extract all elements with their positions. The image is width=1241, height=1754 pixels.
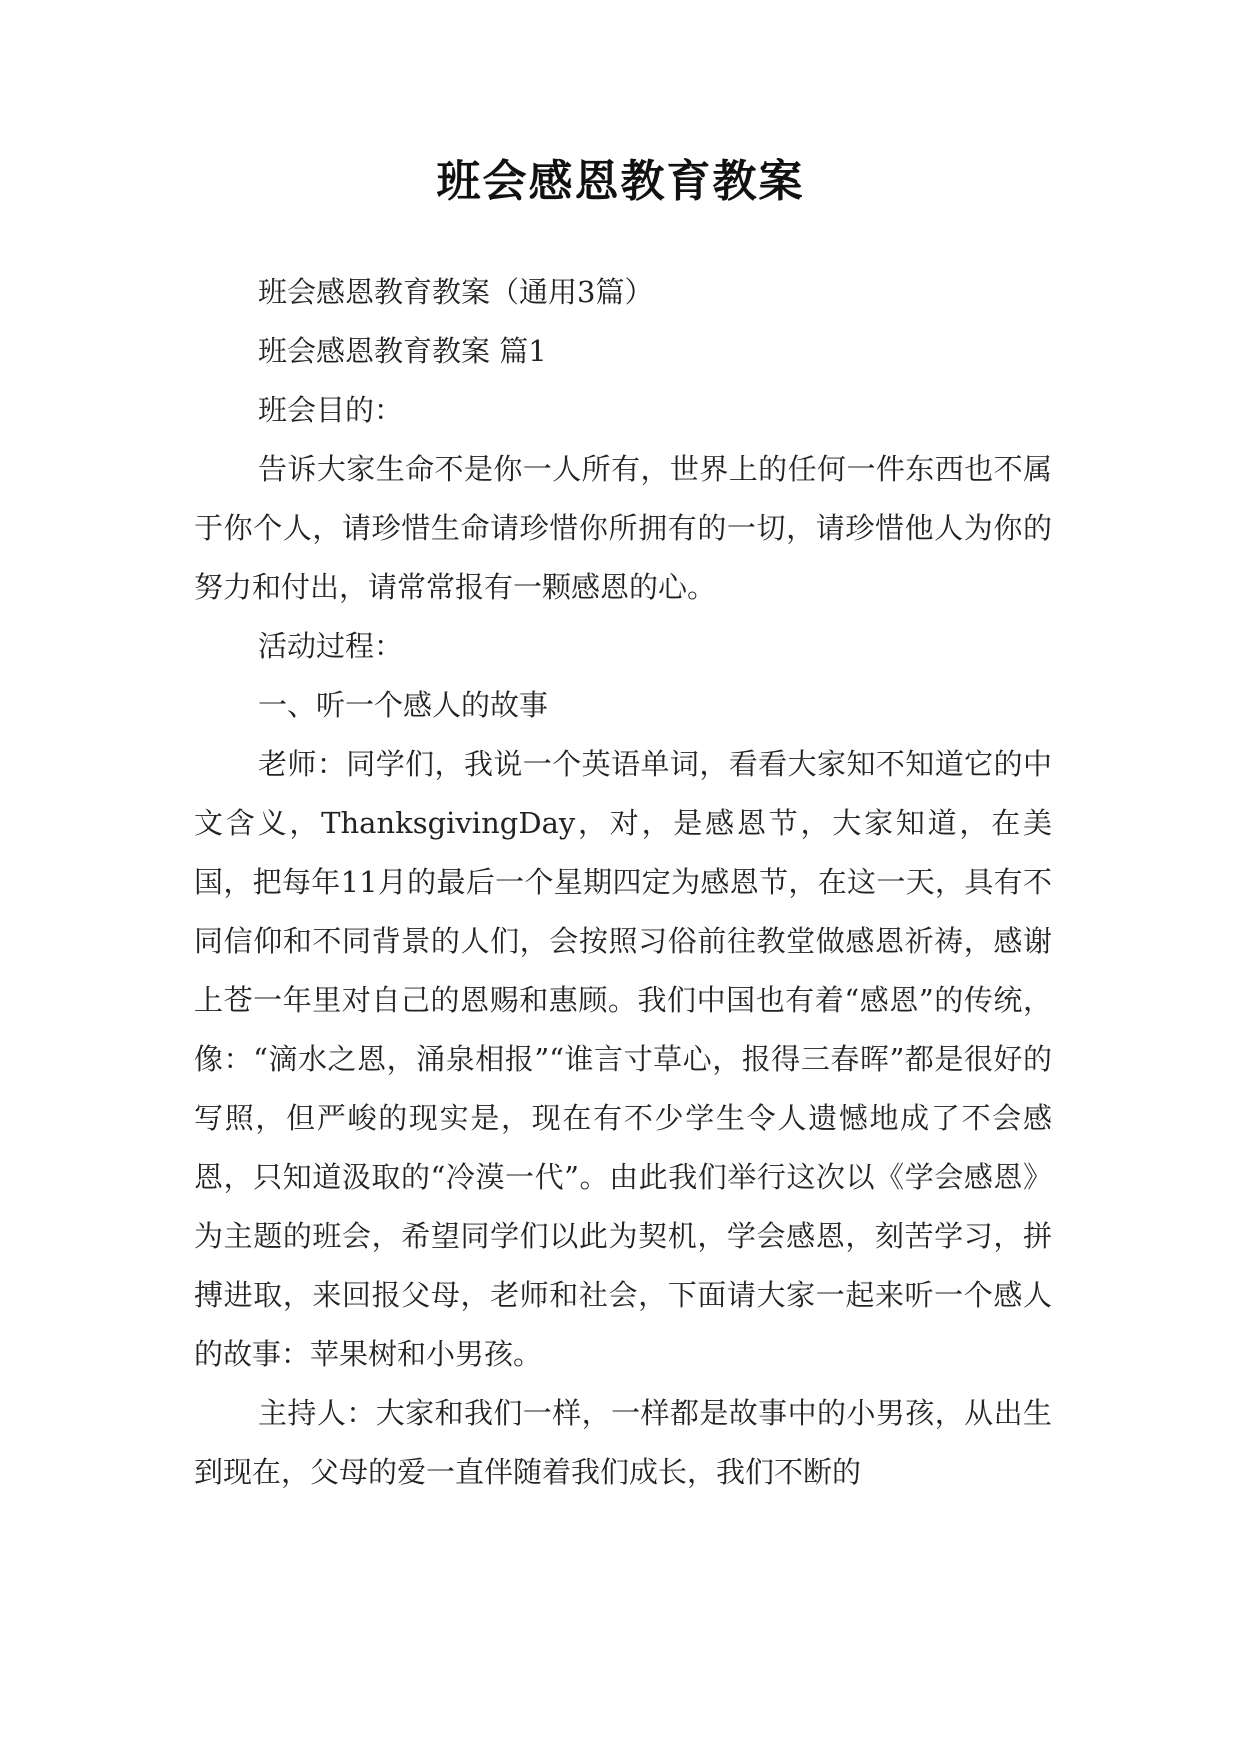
paragraph-purpose: 告诉大家生命不是你一人所有，世界上的任何一件东西也不属于你个人，请珍惜生命请珍惜你所拥有的一切，请珍惜他人为你的努力和付出，请常常报有一颗感恩的心。	[194, 452, 1052, 604]
document-title: 班会感恩教育教案	[436, 156, 805, 207]
paragraph-subtitle: 班会感恩教育教案（通用3篇）	[258, 275, 654, 309]
paragraph-host: 主持人：大家和我们一样，一样都是故事中的小男孩，从出生到现在，父母的爱一直伴随着我们成长，我们不断的	[194, 1396, 1052, 1489]
paragraph-teacher: 老师：同学们，我说一个英语单词，看看大家知不知道它的中文含义，ThanksgivingDay，对，是感恩节，大家知道，在美国，把每年11月的最后一个星期四定为感恩节，在这一天，具有不同信仰和不同背景的人们，会按照习俗前往教堂做感恩祈祷，感谢上苍一年里对自己的恩赐和惠顾。我们中国也有着“感恩”的传统，像：“滴水之恩，涌泉相报”“谁言寸草心，报得三春晖”都是很好的写照，但严峻的现实是，现在有不少学生令人遗憾地成了不会感恩，只知道汲取的“冷漠一代”。由此我们举行这次以《学会感恩》为主题的班会，希望同学们以此为契机，学会感恩，刻苦学习，拼搏进取，来回报父母，老师和社会，下面请大家一起来听一个感人的故事：苹果树和小男孩。	[194, 747, 1052, 1371]
paragraph-step-one: 一、听一个感人的故事	[258, 688, 549, 722]
paragraph-section-heading: 班会感恩教育教案 篇1	[258, 334, 547, 368]
paragraph-process-label: 活动过程：	[258, 629, 404, 663]
document-body	[194, 263, 1052, 1502]
paragraph-purpose-label: 班会目的：	[258, 393, 404, 427]
